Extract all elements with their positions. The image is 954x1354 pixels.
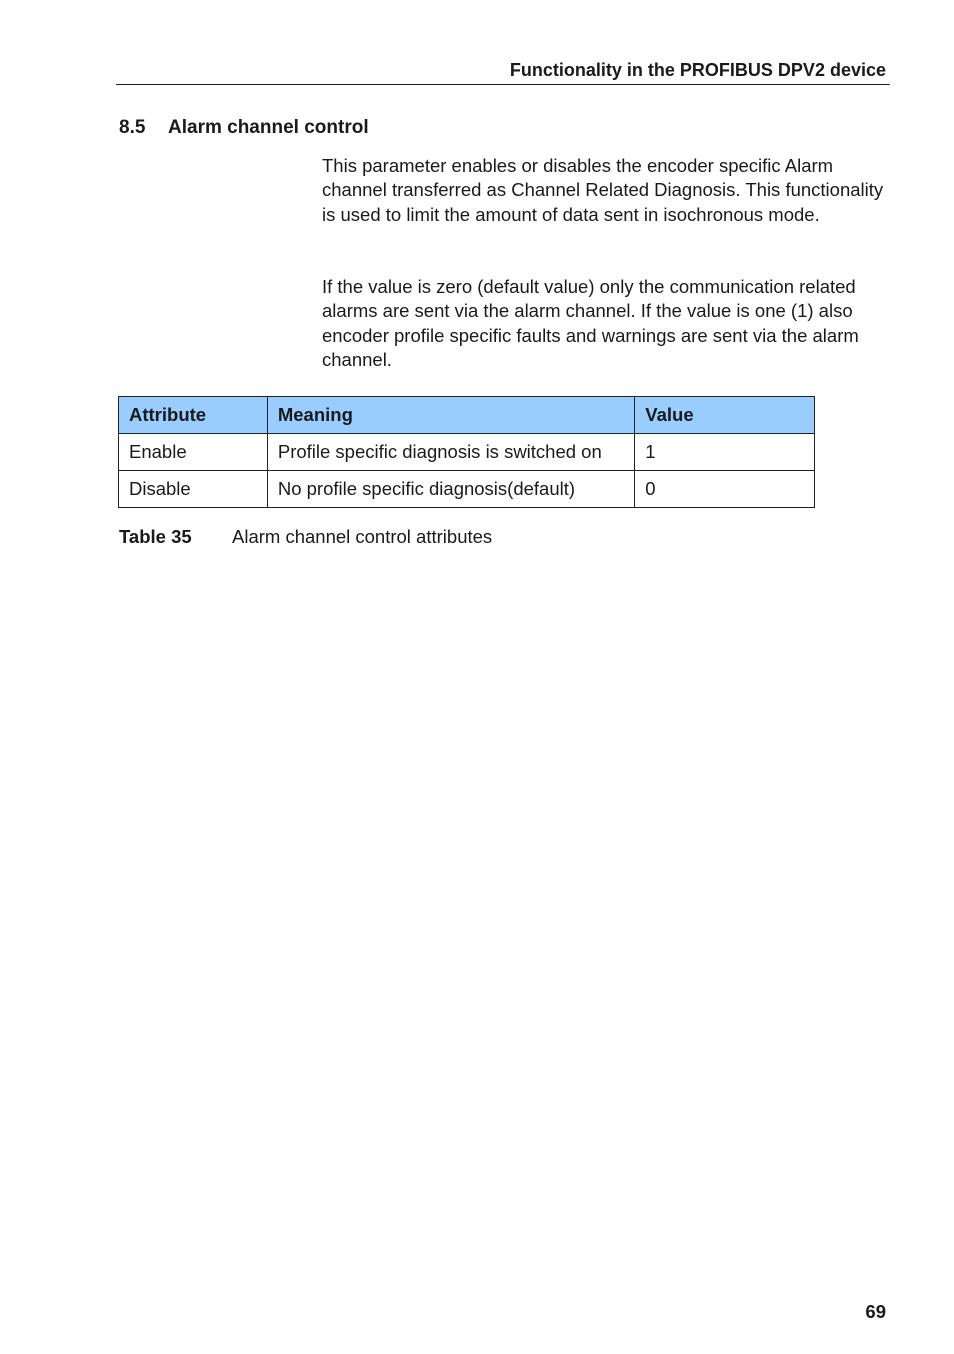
section-title: Alarm channel control bbox=[168, 117, 369, 138]
table-row bbox=[119, 471, 815, 508]
paragraph-1: This parameter enables or disables the encoder specific Alarm channel transferred as Channel Related Diagnosis. This functionality is used to limit the amount of data sent in isochronous mode. bbox=[322, 155, 884, 225]
cell-meaning: No profile specific diagnosis(default) bbox=[267, 471, 634, 508]
cell-attribute: Disable bbox=[119, 471, 268, 508]
cell-value: 1 bbox=[635, 434, 815, 471]
section-number: 8.5 bbox=[119, 117, 146, 138]
table-header-row bbox=[119, 397, 815, 434]
cell-meaning: Profile specific diagnosis is switched on bbox=[267, 434, 634, 471]
column-header-value: Value bbox=[635, 397, 815, 434]
table-caption bbox=[119, 525, 492, 549]
running-header: Functionality in the PROFIBUS DPV2 device bbox=[116, 58, 890, 85]
table-row bbox=[119, 434, 815, 471]
column-header-meaning: Meaning bbox=[267, 397, 634, 434]
caption-label: Table 35 bbox=[119, 526, 192, 547]
section-heading bbox=[119, 116, 369, 140]
cell-attribute: Enable bbox=[119, 434, 268, 471]
page-number: 69 bbox=[865, 1301, 886, 1322]
column-header-attribute: Attribute bbox=[119, 397, 268, 434]
caption-text: Alarm channel control attributes bbox=[232, 526, 493, 547]
attribute-table bbox=[118, 396, 815, 508]
paragraph-2: If the value is zero (default value) only the communication related alarms are sent via the alarm channel. If the value is one (1) also encoder profile specific faults and warnings are sent via the alarm channel. bbox=[322, 276, 859, 371]
cell-value: 0 bbox=[635, 471, 815, 508]
